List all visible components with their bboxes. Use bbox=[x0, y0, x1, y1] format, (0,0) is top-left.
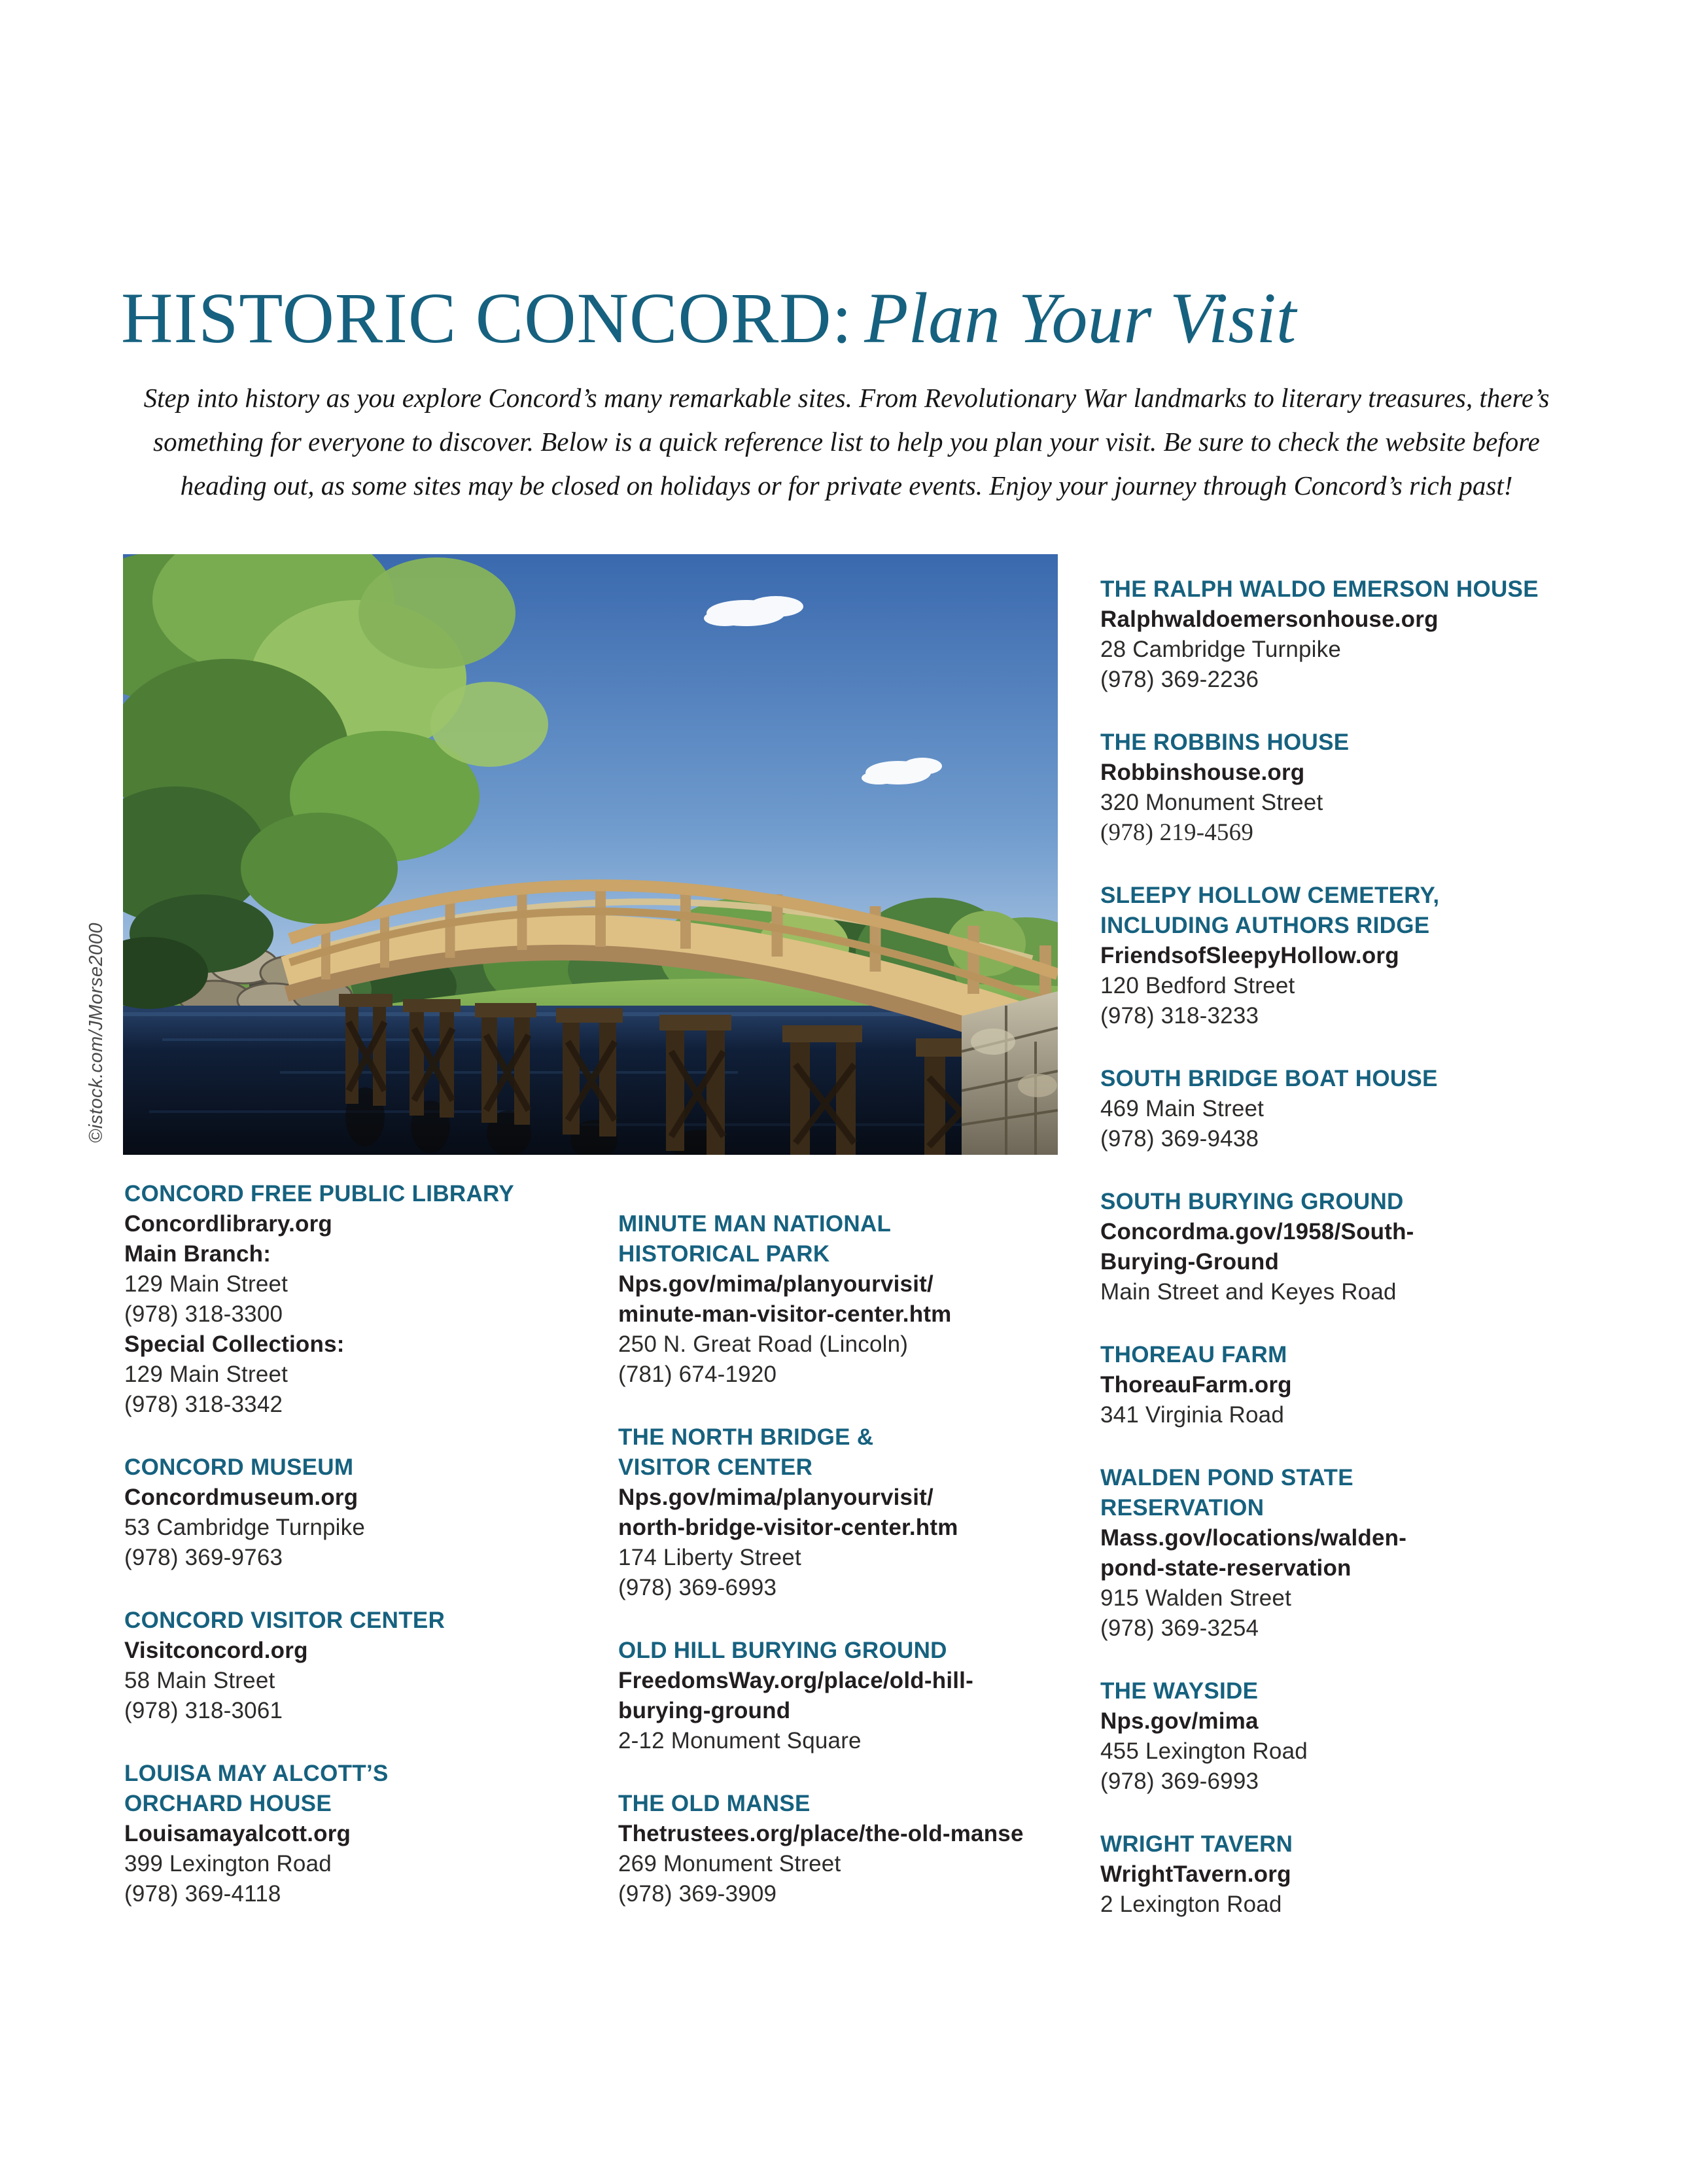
listing-sublabel: Main Branch: bbox=[124, 1241, 271, 1267]
listing-url-line: Nps.gov/mima/planyourvisit/ bbox=[618, 1271, 934, 1297]
listing-detail-line: 28 Cambridge Turnpike bbox=[1100, 637, 1342, 662]
listing-url-line: FriendsofSleepyHollow.org bbox=[1100, 943, 1399, 968]
listing-url-line: minute-man-visitor-center.htm bbox=[618, 1301, 952, 1327]
page-title-script: Plan Your Visit bbox=[864, 277, 1297, 358]
listing-url-line: WrightTavern.org bbox=[1100, 1861, 1291, 1887]
listing-detail-line: (978) 369-2236 bbox=[1100, 667, 1259, 692]
north-bridge-illustration bbox=[123, 554, 1058, 1155]
listing-url-line: north-bridge-visitor-center.htm bbox=[618, 1515, 958, 1540]
listing-detail-line: 53 Cambridge Turnpike bbox=[124, 1515, 366, 1540]
listing bbox=[124, 1606, 605, 1726]
listing-title-line: ORCHARD HOUSE bbox=[124, 1791, 332, 1816]
listing-url-line: Mass.gov/locations/walden- bbox=[1100, 1525, 1407, 1551]
listing-url-line: Nps.gov/mima bbox=[1100, 1708, 1259, 1734]
listing bbox=[1100, 574, 1581, 695]
listing-detail-line: 58 Main Street bbox=[124, 1668, 275, 1693]
listing-url-line: ThoreauFarm.org bbox=[1100, 1372, 1292, 1398]
page-title-main: HISTORIC CONCORD: bbox=[121, 277, 853, 358]
listing-title-line: THE WAYSIDE bbox=[1100, 1678, 1259, 1704]
listing-detail-line: 269 Monument Street bbox=[618, 1851, 841, 1876]
listing-url-line: pond-state-reservation bbox=[1100, 1555, 1352, 1581]
listing-detail-line: (978) 369-4118 bbox=[124, 1881, 281, 1907]
listing-detail-line: 469 Main Street bbox=[1100, 1096, 1265, 1121]
listing-title-line: CONCORD VISITOR CENTER bbox=[124, 1608, 445, 1633]
listing-title-line: THE NORTH BRIDGE & bbox=[618, 1424, 874, 1450]
listing-detail-line: (978) 318-3061 bbox=[124, 1698, 283, 1723]
listing-detail-line: 399 Lexington Road bbox=[124, 1851, 332, 1876]
listing-detail-line: 455 Lexington Road bbox=[1100, 1738, 1308, 1764]
listing-url-line: Concordmuseum.org bbox=[124, 1485, 358, 1510]
listing-url-line: Concordma.gov/1958/South- bbox=[1100, 1219, 1414, 1244]
listing-url-line: Nps.gov/mima/planyourvisit/ bbox=[618, 1485, 934, 1510]
listing-title-line: WRIGHT TAVERN bbox=[1100, 1831, 1293, 1857]
listing-title-line: SOUTH BURYING GROUND bbox=[1100, 1189, 1404, 1214]
listing bbox=[1100, 1463, 1581, 1644]
listing bbox=[618, 1636, 1099, 1756]
listing bbox=[1100, 1676, 1581, 1797]
listing-title-line: WALDEN POND STATE bbox=[1100, 1465, 1353, 1490]
listing-title-line: CONCORD MUSEUM bbox=[124, 1454, 354, 1480]
listing-title-line: THOREAU FARM bbox=[1100, 1342, 1287, 1367]
intro-line: something for everyone to discover. Below is a quick reference list to help you plan your visit. Be sure to check the website before bbox=[153, 427, 1540, 457]
listing-detail-line: (978) 369-3254 bbox=[1100, 1615, 1259, 1641]
listing-url-line: burying-ground bbox=[618, 1698, 791, 1723]
listing bbox=[1100, 1829, 1581, 1920]
listing-title-line: HISTORICAL PARK bbox=[618, 1241, 830, 1267]
listing-detail-line: 174 Liberty Street bbox=[618, 1545, 801, 1570]
listing-url-line: Louisamayalcott.org bbox=[124, 1821, 351, 1846]
listing-detail-line: 341 Virginia Road bbox=[1100, 1402, 1285, 1428]
listing-detail-line: Main Street and Keyes Road bbox=[1100, 1279, 1397, 1305]
listing-title-line: INCLUDING AUTHORS RIDGE bbox=[1100, 913, 1430, 938]
listing-title-line: OLD HILL BURYING GROUND bbox=[618, 1638, 947, 1663]
listing-url-line: Concordlibrary.org bbox=[124, 1211, 332, 1237]
listing-detail-line: 129 Main Street bbox=[124, 1362, 288, 1387]
listing bbox=[618, 1422, 1099, 1603]
listing-url-line: Ralphwaldoemersonhouse.org bbox=[1100, 607, 1439, 632]
intro-line: Step into history as you explore Concord’s many remarkable sites. From Revolutionary War landmarks to literary treasures, there’s bbox=[143, 383, 1550, 413]
listing-detail-line: (978) 369-3909 bbox=[618, 1881, 777, 1907]
listing-detail-line: 2 Lexington Road bbox=[1100, 1892, 1282, 1917]
listing-title-line: MINUTE MAN NATIONAL bbox=[618, 1211, 892, 1237]
listing-detail-line: (978) 318-3233 bbox=[1100, 1003, 1259, 1029]
listing-detail-line: (978) 369-9438 bbox=[1100, 1126, 1259, 1152]
listing bbox=[124, 1759, 605, 1909]
north-bridge-photo bbox=[123, 554, 1058, 1155]
listing bbox=[1100, 1340, 1581, 1430]
listing-title-line: THE OLD MANSE bbox=[618, 1791, 811, 1816]
listing-url-line: Robbinshouse.org bbox=[1100, 760, 1305, 785]
listing bbox=[1100, 1064, 1581, 1154]
listing-sublabel: Special Collections: bbox=[124, 1331, 345, 1357]
listing bbox=[124, 1179, 605, 1420]
listing-detail-line: 915 Walden Street bbox=[1100, 1585, 1291, 1611]
column-left bbox=[124, 1179, 605, 1942]
listing bbox=[124, 1453, 605, 1573]
column-middle bbox=[618, 1209, 1099, 1942]
listing bbox=[618, 1209, 1099, 1390]
column-right bbox=[1100, 574, 1581, 1952]
listing-detail-line: (781) 674-1920 bbox=[618, 1362, 777, 1387]
intro-paragraph bbox=[127, 376, 1566, 508]
listing bbox=[618, 1789, 1099, 1909]
photo-credit: ©istock.com/JMorse2000 bbox=[86, 923, 107, 1143]
listing-detail-line: (978) 369-6993 bbox=[1100, 1769, 1259, 1794]
listing-detail-line: (978) 318-3342 bbox=[124, 1392, 283, 1417]
listing bbox=[1100, 881, 1581, 1031]
listing-detail-line: (978) 369-6993 bbox=[618, 1575, 777, 1600]
listing-title-line: CONCORD FREE PUBLIC LIBRARY bbox=[124, 1181, 514, 1206]
listing-detail-line: (978) 219-4569 bbox=[1100, 819, 1254, 846]
listing-url-line: Visitconcord.org bbox=[124, 1638, 308, 1663]
listing-title-line: LOUISA MAY ALCOTT’S bbox=[124, 1761, 389, 1786]
listing-title-line: THE ROBBINS HOUSE bbox=[1100, 730, 1350, 755]
listing-title-line: SLEEPY HOLLOW CEMETERY, bbox=[1100, 883, 1440, 908]
listing-title-line: RESERVATION bbox=[1100, 1495, 1265, 1521]
listing-detail-line: 120 Bedford Street bbox=[1100, 973, 1295, 998]
listing-title-line: THE RALPH WALDO EMERSON HOUSE bbox=[1100, 576, 1539, 602]
listing bbox=[1100, 1187, 1581, 1307]
intro-line: heading out, as some sites may be closed on holidays or for private events. Enjoy your journey through Concord’s rich past! bbox=[180, 470, 1513, 501]
listing-url-line: Thetrustees.org/place/the-old-manse bbox=[618, 1821, 1024, 1846]
listing-detail-line: 2-12 Monument Square bbox=[618, 1728, 862, 1753]
listing-detail-line: 250 N. Great Road (Lincoln) bbox=[618, 1331, 909, 1357]
listing-detail-line: 320 Monument Street bbox=[1100, 790, 1323, 815]
page-title bbox=[121, 279, 1296, 358]
listing bbox=[1100, 728, 1581, 848]
listing-url-line: FreedomsWay.org/place/old-hill- bbox=[618, 1668, 973, 1693]
listing-title-line: SOUTH BRIDGE BOAT HOUSE bbox=[1100, 1066, 1438, 1091]
listing-detail-line: (978) 369-9763 bbox=[124, 1545, 283, 1570]
listing-detail-line: (978) 318-3300 bbox=[124, 1301, 283, 1327]
listing-url-line: Burying-Ground bbox=[1100, 1249, 1280, 1275]
listing-title-line: VISITOR CENTER bbox=[618, 1454, 813, 1480]
listing-detail-line: 129 Main Street bbox=[124, 1271, 288, 1297]
